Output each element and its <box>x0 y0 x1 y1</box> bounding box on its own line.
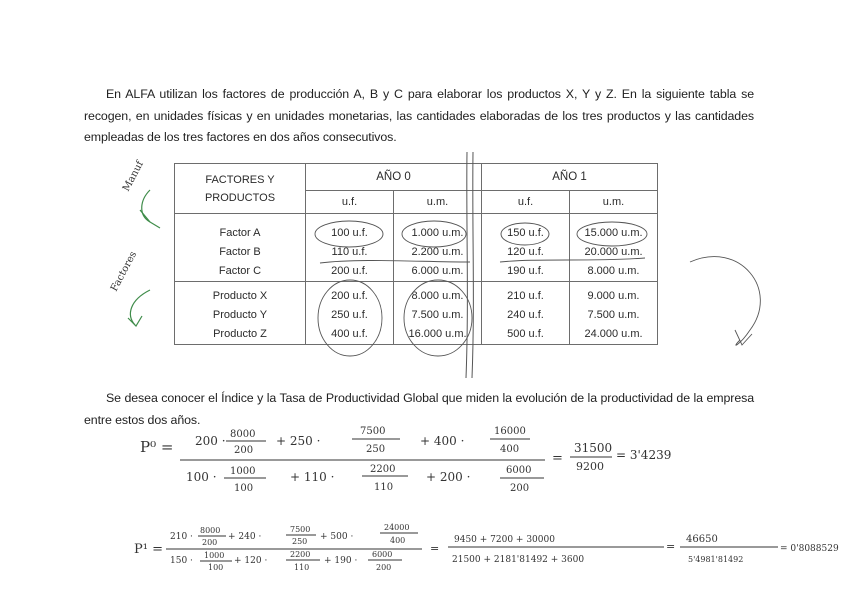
cell: 9.000 u.m. <box>570 287 658 306</box>
question-text: Se desea conocer el Índice y la Tasa de Productividad Global que miden la evolución de la productividad de la empresa entre estos dos años. <box>84 391 754 427</box>
cell: 16.000 u.m. <box>394 325 482 345</box>
table-row <box>175 224 658 243</box>
table-row <box>175 325 658 345</box>
hw-term: + 110 · <box>290 470 335 484</box>
intro-text: En ALFA utilizan los factores de producción A, B y C para elaborar los productos X, Y y Z. En la siguiente tabla se recogen, en unidades físicas y en unidades monetarias, las cantidades elaboradas de los tres productos y las cantidades empleadas de los tres factores en dos años consecutivos. <box>84 87 754 145</box>
hw-term: 6000 <box>372 550 393 559</box>
hw-term: 6000 <box>506 465 532 476</box>
hw-result: = 0'8088529 <box>780 544 839 554</box>
corner-header: FACTORES Y PRODUCTOS <box>175 164 306 214</box>
formula-p0 <box>140 426 671 494</box>
margin-note: Manuf <box>120 159 147 194</box>
unit-header: u.f. <box>306 191 394 214</box>
cell: 190 u.f. <box>482 262 570 282</box>
table-row <box>175 287 658 306</box>
hw-mid-den: 21500 + 2181'81492 + 3600 <box>452 555 585 565</box>
hw-term: + 400 · <box>420 434 465 448</box>
hw-term: 100 <box>234 483 254 494</box>
hw-term: 7500 <box>290 525 311 534</box>
cell: 24.000 u.m. <box>570 325 658 345</box>
hw-term: 1000 <box>204 551 225 560</box>
hw-ratio-den: 5'4981'81492 <box>688 555 744 564</box>
hw-term: 8000 <box>230 429 256 440</box>
hw-term: 110 <box>294 563 310 572</box>
hw-term: 200 <box>234 445 254 456</box>
cell: 150 u.f. <box>482 224 570 243</box>
hw-term: 8000 <box>200 526 221 535</box>
cell: 210 u.f. <box>482 287 570 306</box>
table-row <box>175 262 658 282</box>
hw-term: 210 · <box>170 532 193 542</box>
hw-term: + 190 · <box>324 556 358 566</box>
arrow-mark <box>128 316 142 326</box>
formula-lhs: P⁰ = <box>140 438 174 456</box>
margin-annotations <box>128 190 160 326</box>
hw-term: 24000 <box>384 523 410 532</box>
cell: 400 u.f. <box>306 325 394 345</box>
intro-paragraph <box>84 84 754 149</box>
hw-term: + 500 · <box>320 532 354 542</box>
bracket-mark <box>130 290 150 325</box>
data-table <box>174 163 658 345</box>
cell: 120 u.f. <box>482 243 570 262</box>
hw-term: 200 <box>510 483 530 494</box>
unit-header: u.f. <box>482 191 570 214</box>
hw-term: 7500 <box>360 426 386 437</box>
hw-ratio-num: 31500 <box>574 441 613 455</box>
cell: 100 u.f. <box>306 224 394 243</box>
hw-term: 2200 <box>290 550 311 559</box>
hw-mid-num: 9450 + 7200 + 30000 <box>454 535 555 545</box>
cell: 200 u.f. <box>306 287 394 306</box>
row-label: Producto Z <box>175 325 306 345</box>
hw-term: 100 · <box>186 470 217 484</box>
question-paragraph <box>84 388 754 431</box>
row-label: Producto Y <box>175 306 306 325</box>
cell: 2.200 u.m. <box>394 243 482 262</box>
bracket-mark <box>142 190 160 228</box>
hw-term: 250 <box>366 444 386 455</box>
cell: 1.000 u.m. <box>394 224 482 243</box>
hw-ratio-den: 9200 <box>576 460 604 473</box>
hw-term: 150 · <box>170 556 193 566</box>
cell: 8.000 u.m. <box>394 287 482 306</box>
cell: 240 u.f. <box>482 306 570 325</box>
cell: 6.000 u.m. <box>394 262 482 282</box>
hw-term: 200 · <box>195 434 226 448</box>
hw-term: 2200 <box>370 464 396 475</box>
hw-term: + 120 · <box>234 556 268 566</box>
row-label: Producto X <box>175 287 306 306</box>
hw-term: 200 <box>376 563 392 572</box>
cell: 7.500 u.m. <box>394 306 482 325</box>
table-row <box>175 243 658 262</box>
cell: 110 u.f. <box>306 243 394 262</box>
hw-equals: = <box>430 542 440 555</box>
hw-term: + 200 · <box>426 470 471 484</box>
cell: 250 u.f. <box>306 306 394 325</box>
hw-term: 400 <box>500 444 520 455</box>
hw-term: 200 <box>202 538 218 547</box>
hw-term: + 240 · <box>228 532 262 542</box>
cell: 500 u.f. <box>482 325 570 345</box>
table-row <box>175 306 658 325</box>
hw-term: 110 <box>374 482 394 493</box>
cell: 15.000 u.m. <box>570 224 658 243</box>
hw-equals: = <box>666 540 676 553</box>
formula-p1 <box>134 523 839 572</box>
unit-header: u.m. <box>394 191 482 214</box>
formula-lhs: P¹ = <box>134 542 163 557</box>
row-label: Factor B <box>175 243 306 262</box>
hw-term: 1000 <box>230 466 256 477</box>
hw-term: 16000 <box>494 426 526 437</box>
margin-note: Factores <box>108 249 140 294</box>
cell: 7.500 u.m. <box>570 306 658 325</box>
hw-term: + 250 · <box>276 434 321 448</box>
year0-header: AÑO 0 <box>306 164 482 191</box>
hw-term: 100 <box>208 563 224 572</box>
hw-equals: = <box>552 451 563 466</box>
cell: 8.000 u.m. <box>570 262 658 282</box>
cell: 200 u.f. <box>306 262 394 282</box>
row-label: Factor C <box>175 262 306 282</box>
hw-ratio-num: 46650 <box>686 534 718 545</box>
row-label: Factor A <box>175 224 306 243</box>
cell: 20.000 u.m. <box>570 243 658 262</box>
year1-header: AÑO 1 <box>482 164 658 191</box>
hw-term: 400 <box>390 536 406 545</box>
hw-result: = 3'4239 <box>616 448 672 462</box>
unit-header: u.m. <box>570 191 658 214</box>
hw-term: 250 <box>292 537 308 546</box>
arrow-mark <box>140 210 150 222</box>
